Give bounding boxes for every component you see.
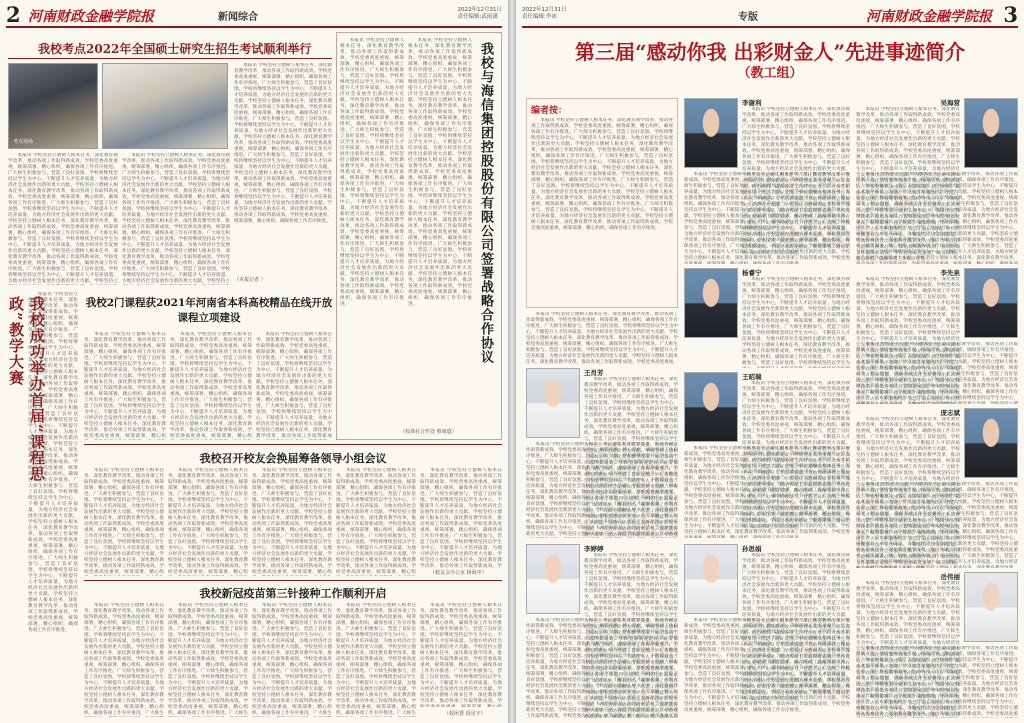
person-card — [856, 268, 1018, 404]
person-bio-more — [856, 646, 1018, 718]
person-name: 孙思娟 — [742, 545, 762, 553]
person-card — [526, 544, 678, 718]
person-card — [856, 572, 1018, 718]
vaccine-body-col4 — [336, 603, 416, 717]
person-card — [684, 268, 850, 368]
page-gutter — [508, 0, 516, 723]
editor-note-body — [531, 118, 673, 306]
exam-photo-caption: 考点现场 — [13, 139, 34, 145]
person-name: 吴海营 — [940, 99, 960, 107]
vaccine-headline: 我校新冠疫苗第三针接种工作顺利开启 — [199, 587, 387, 600]
headline-rule — [8, 58, 332, 59]
alumni-body-col4 — [336, 468, 416, 576]
newspaper-brand-right: 河南财政金融学院报 — [866, 9, 992, 25]
vaccine-body-col2 — [168, 603, 248, 717]
exam-photo — [8, 63, 98, 149]
person-card — [684, 544, 850, 718]
editor-note-title: 编者按： — [531, 106, 568, 116]
person-name: 李先泉 — [940, 269, 960, 277]
person-name: 王肖芳 — [584, 369, 604, 377]
portrait-photo — [684, 544, 738, 614]
right-header — [522, 4, 1018, 28]
alumni-body-col2 — [168, 468, 248, 576]
left-header — [6, 4, 502, 28]
alumni-byline: （校友会办公室 杨海中） — [430, 570, 487, 576]
course-headline: 我校2门课程获2021年河南省本科高校精品在线开放课程立项建设 — [85, 297, 333, 324]
person-bio-more — [526, 442, 678, 538]
person-card — [526, 368, 678, 538]
exam-body-col2 — [122, 153, 230, 285]
vaccine-byline: （校团委 段星宇） — [444, 711, 486, 717]
issue-meta: 2022年12月31日 责任编辑:武雨潇 — [457, 7, 502, 20]
person-name: 王昭瑞 — [742, 373, 762, 381]
editor-note-continued — [526, 312, 678, 364]
portrait-photo — [684, 372, 738, 442]
newspaper-brand: 河南财政金融学院报 — [28, 9, 154, 25]
cooperation-body-col2 — [408, 38, 472, 420]
person-bio-more — [856, 482, 1018, 568]
person-bio-more — [684, 172, 850, 264]
exam-body-col1 — [8, 153, 118, 285]
alumni-rule — [84, 444, 502, 445]
vaccine-body-col5 — [420, 603, 502, 707]
person-name: 岳伟丽 — [940, 573, 960, 581]
exam-body-col3 — [234, 63, 332, 275]
section-name-right: 专版 — [738, 12, 758, 23]
vaccine-body-col3 — [252, 603, 332, 717]
person-card — [856, 98, 1018, 264]
portrait-photo — [526, 368, 580, 438]
person-name: 李婷婷 — [584, 545, 604, 553]
exam-byline: （本报记者 ） — [234, 277, 266, 283]
person-card — [684, 98, 850, 264]
alumni-body-col5 — [420, 468, 502, 568]
person-card — [684, 372, 850, 538]
cooperation-headline: 我校与海信集团控股股份有限公司签署战略合作协议 — [478, 42, 493, 364]
exam-room-photo — [102, 63, 228, 149]
vaccine-body-col1 — [84, 603, 164, 717]
left-page — [0, 0, 508, 723]
course-body-col2 — [170, 332, 252, 440]
person-name: 李谢利 — [742, 99, 762, 107]
person-bio-more — [684, 446, 850, 538]
feature-title: 第三届“感动你我 出彩财金人”先进事迹简介 — [575, 40, 965, 64]
issue-meta-right: 2022年12月31日 责任编辑:李冰 — [522, 7, 567, 20]
page-number: 2 — [6, 2, 21, 27]
person-card — [856, 408, 1018, 568]
section-name: 新闻综合 — [218, 12, 258, 23]
course-body-col1 — [84, 332, 166, 440]
person-name: 杨睿宁 — [742, 269, 762, 277]
editor-note — [526, 98, 678, 308]
portrait-photo — [964, 98, 1018, 168]
contest-body — [28, 292, 78, 722]
right-page — [516, 0, 1024, 723]
portrait-photo — [684, 98, 738, 168]
feature-subtitle: （教工组） — [737, 66, 803, 81]
cooperation-body-col1 — [340, 38, 404, 434]
person-bio-more — [856, 342, 1018, 404]
page-number-right: 3 — [1003, 2, 1018, 27]
person-bio-more — [526, 618, 678, 718]
portrait-photo — [964, 572, 1018, 642]
portrait-photo — [964, 268, 1018, 338]
vaccine-rule — [84, 580, 502, 581]
portrait-photo — [684, 268, 738, 338]
person-bio-more — [856, 172, 1018, 264]
person-bio — [742, 277, 850, 368]
course-body-col3 — [256, 332, 332, 440]
portrait-photo — [526, 544, 580, 614]
alumni-body-col1 — [84, 468, 164, 576]
contest-headline: 我校成功举办首届“课程思政”教学大赛 — [7, 296, 46, 482]
cooperation-byline: （校战社合作处 蔡康道） — [400, 429, 457, 435]
person-name: 庞志斌 — [940, 409, 960, 417]
alumni-body-col3 — [252, 468, 332, 576]
exam-headline: 我校考点2022年全国硕士研究生招生考试顺利举行 — [38, 42, 312, 56]
alumni-headline: 我校召开校友会换届筹备领导小组会议 — [199, 452, 387, 465]
portrait-photo — [964, 408, 1018, 478]
person-bio-more — [684, 618, 850, 718]
